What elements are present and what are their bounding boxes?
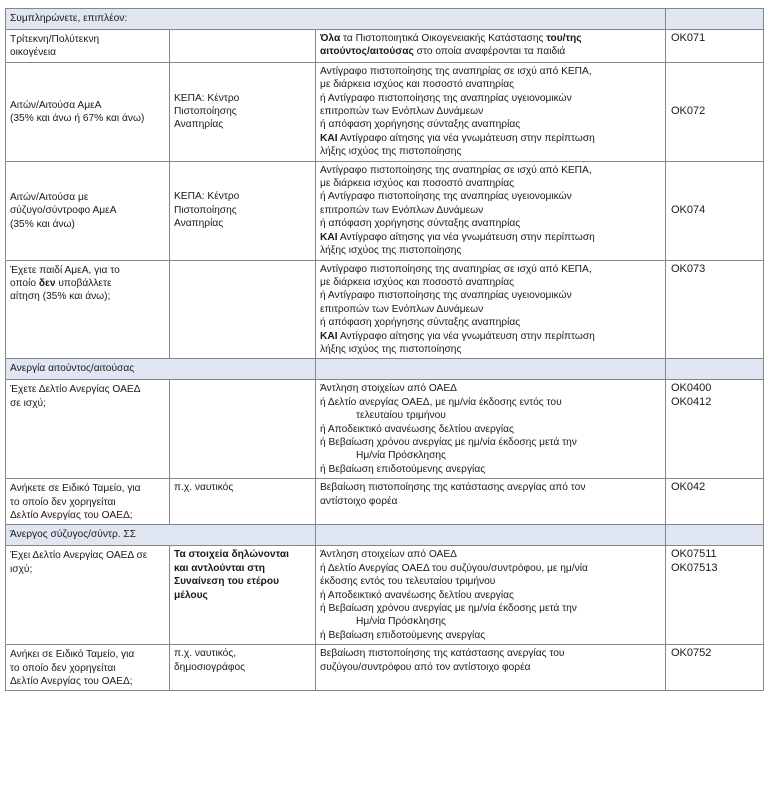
criterion-line: (35% και άνω ή 67% και άνω)	[10, 113, 145, 125]
document-cell	[316, 260, 666, 359]
doc-line: με διάρκεια ισχύος και ποσοστό αναπηρίας	[320, 276, 515, 288]
issuer-cell	[170, 479, 316, 525]
criterion-line: Ανήκει σε Ειδικό Ταμείο, για	[10, 649, 135, 661]
issuer-line: π.χ. ναυτικός,	[174, 648, 237, 660]
doc-emphasis: ΚΑΙ	[320, 330, 338, 342]
issuer-line: μέλους	[174, 589, 208, 601]
section-title: Ανεργία αιτούντος/αιτούσας	[6, 359, 316, 380]
doc-code: ΟΚ07513	[671, 561, 718, 574]
code-cell	[666, 546, 764, 645]
document-cell	[316, 161, 666, 260]
document-cell	[316, 479, 666, 525]
criterion-line	[10, 277, 165, 290]
doc-line: ή Αντίγραφο πιστοποίησης της αναπηρίας υγειονομικών	[320, 92, 572, 104]
issuer-cell	[170, 30, 316, 63]
criterion-line: αίτηση (35% και άνω);	[10, 291, 111, 303]
document-cell	[316, 645, 666, 691]
criterion-line: Τρίτεκνη/Πολύτεκνη	[10, 34, 100, 45]
doc-line: ή απόφαση χορήγησης σύνταξης αναπηρίας	[320, 119, 521, 131]
document-cell	[316, 546, 666, 645]
doc-line: λήξης ισχύος της πιστοποίησης	[320, 343, 462, 355]
criterion-line: σύζυγο/σύντροφο ΑμεΑ	[10, 205, 117, 217]
criterion-line: το οποίο δεν χορηγείται	[10, 662, 116, 674]
section-header-row	[6, 525, 764, 546]
issuer-line: ΚΕΠΑ: Κέντρο	[174, 191, 240, 203]
criterion-text: οποίο	[10, 277, 39, 289]
doc-line: ή Βεβαίωση χρόνου ανεργίας με ημ/νία έκδοσης μετά την	[320, 603, 577, 615]
issuer-line: Συναίνεση του ετέρου	[174, 576, 280, 588]
doc-line	[320, 132, 661, 145]
section-title: Άνεργος σύζυγος/σύντρ. ΣΣ	[6, 525, 316, 546]
section-header-row	[6, 359, 764, 380]
doc-line: με διάρκεια ισχύος και ποσοστό αναπηρίας	[320, 79, 515, 91]
section-empty-cell	[316, 359, 666, 380]
doc-line: λήξης ισχύος της πιστοποίησης	[320, 245, 462, 257]
criterion-line: Έχετε παιδί ΑμεΑ, για το	[10, 264, 120, 276]
document-cell	[316, 380, 666, 479]
code-cell	[666, 260, 764, 359]
code-cell	[666, 62, 764, 161]
doc-line: Βεβαίωση πιστοποίησης της κατάστασης ανεργίας του	[320, 648, 565, 660]
criterion-cell	[6, 546, 170, 645]
doc-line: Ημ/νία Πρόσκλησης	[356, 450, 446, 462]
criterion-line: Ανήκετε σε Ειδικό Ταμείο, για	[10, 483, 141, 495]
doc-line: ή απόφαση χορήγησης σύνταξης αναπηρίας	[320, 317, 521, 329]
documents-table	[5, 8, 764, 691]
table-row	[6, 161, 764, 260]
doc-line	[320, 330, 661, 343]
doc-code: ΟΚ0412	[671, 395, 712, 408]
criterion-line: οικογένεια	[10, 47, 56, 59]
doc-line: με διάρκεια ισχύος και ποσοστό αναπηρίας	[320, 178, 515, 190]
criterion-line: ισχύ;	[10, 563, 33, 575]
issuer-line: Αναπηρίας	[174, 119, 224, 131]
section-code-cell	[666, 359, 764, 380]
criterion-cell	[6, 161, 170, 260]
doc-line: Αντίγραφο πιστοποίησης της αναπηρίας σε ισχύ από ΚΕΠΑ,	[320, 65, 592, 77]
section-title: Συμπληρώνετε, επιπλέον:	[6, 9, 666, 30]
criterion-line: Αιτών/Αιτούσα ΑμεΑ	[10, 99, 102, 111]
criterion-line: Αιτών/Αιτούσα με	[10, 191, 89, 203]
code-cell	[666, 30, 764, 63]
doc-line: Άντληση στοιχείων από ΟΑΕΔ	[320, 383, 457, 395]
doc-emphasis: ΚΑΙ	[320, 231, 338, 243]
doc-text: τα Πιστοποιητικά Οικογενειακής Κατάστασης	[340, 33, 547, 44]
issuer-line: π.χ. ναυτικός	[174, 482, 234, 494]
doc-line: ή Βεβαίωση επιδοτούμενης ανεργίας	[320, 463, 486, 475]
doc-line: ή Βεβαίωση χρόνου ανεργίας με ημ/νία έκδοσης μετά την	[320, 436, 577, 448]
document-cell	[316, 62, 666, 161]
issuer-cell	[170, 645, 316, 691]
section-code-cell	[666, 9, 764, 30]
doc-line: Αντίγραφο πιστοποίησης της αναπηρίας σε ισχύ από ΚΕΠΑ,	[320, 263, 592, 275]
issuer-cell	[170, 260, 316, 359]
table-row	[6, 479, 764, 525]
doc-code: ΟΚ073	[671, 262, 706, 275]
code-cell	[666, 161, 764, 260]
doc-code: ΟΚ072	[671, 105, 706, 118]
issuer-line: ΚΕΠΑ: Κέντρο	[174, 92, 240, 104]
criterion-line: το οποίο δεν χορηγείται	[10, 496, 116, 508]
code-cell	[666, 380, 764, 479]
issuer-line: Τα στοιχεία δηλώνονται	[174, 549, 289, 561]
criterion-emphasis: δεν	[38, 277, 56, 289]
doc-emphasis: αιτούντος/αιτούσας	[320, 46, 414, 58]
doc-text: Αντίγραφο αίτησης για νέα γνωμάτευση στην περίπτωση	[337, 132, 595, 144]
doc-line: Άντληση στοιχείων από ΟΑΕΔ	[320, 549, 457, 561]
criterion-line: Έχετε Δελτίο Ανεργίας ΟΑΕΔ	[10, 384, 141, 396]
doc-text: στο οποία αναφέρονται τα παιδιά	[413, 46, 566, 58]
doc-line: ή Αντίγραφο πιστοποίησης της αναπηρίας υγειονομικών	[320, 290, 572, 302]
table-row	[6, 30, 764, 63]
doc-line: συζύγου/συντρόφου από τον αντίστοιχο φορέα	[320, 661, 531, 673]
doc-text: Αντίγραφο αίτησης για νέα γνωμάτευση στην περίπτωση	[337, 330, 595, 342]
doc-code: ΟΚ07511	[671, 548, 717, 561]
doc-code: ΟΚ0400	[671, 382, 712, 395]
doc-line: τελευταίου τριμήνου	[356, 410, 446, 422]
table-row	[6, 62, 764, 161]
doc-line: ή απόφαση χορήγησης σύνταξης αναπηρίας	[320, 218, 521, 230]
issuer-line: Πιστοποίησης	[174, 106, 237, 118]
criterion-cell	[6, 260, 170, 359]
criterion-line: Δελτίο Ανεργίας του ΟΑΕΔ;	[10, 676, 133, 688]
criterion-line: σε ισχύ;	[10, 397, 46, 409]
doc-line: Βεβαίωση πιστοποίησης της κατάστασης ανεργίας από τον	[320, 482, 586, 494]
doc-line: αντίστοιχο φορέα	[320, 495, 398, 507]
doc-emphasis: του/της	[546, 33, 582, 44]
code-cell	[666, 479, 764, 525]
criterion-cell	[6, 479, 170, 525]
section-empty-cell	[316, 525, 666, 546]
doc-line: έκδοσης εντός του τελευταίου τριμήνου	[320, 576, 496, 588]
table-row	[6, 645, 764, 691]
doc-line: ή Βεβαίωση επιδοτούμενης ανεργίας	[320, 629, 486, 641]
criterion-line: Δελτίο Ανεργίας του ΟΑΕΔ;	[10, 510, 133, 521]
section-header-row	[6, 9, 764, 30]
criterion-cell	[6, 380, 170, 479]
doc-code: ΟΚ042	[671, 481, 706, 494]
doc-text: Αντίγραφο αίτησης για νέα γνωμάτευση στην περίπτωση	[337, 231, 595, 243]
issuer-line: δημοσιογράφος	[174, 661, 246, 673]
criterion-cell	[6, 645, 170, 691]
doc-code: ΟΚ074	[671, 203, 706, 216]
table-row	[6, 380, 764, 479]
doc-code: ΟΚ071	[671, 32, 706, 44]
issuer-line: Πιστοποίησης	[174, 204, 237, 216]
table-row	[6, 546, 764, 645]
criterion-cell	[6, 30, 170, 63]
criterion-line: (35% και άνω)	[10, 218, 75, 230]
issuer-cell	[170, 62, 316, 161]
issuer-cell	[170, 161, 316, 260]
doc-code: ΟΚ0752	[671, 647, 712, 660]
issuer-cell	[170, 546, 316, 645]
code-cell	[666, 645, 764, 691]
doc-emphasis: ΚΑΙ	[320, 132, 338, 144]
criterion-cell	[6, 62, 170, 161]
doc-line: ή Αντίγραφο πιστοποίησης της αναπηρίας υγειονομικών	[320, 191, 572, 203]
criterion-text: υποβάλλετε	[55, 277, 112, 289]
doc-line: επιτροπών των Ενόπλων Δυνάμεων	[320, 303, 484, 315]
document-cell	[316, 30, 666, 63]
doc-line: λήξης ισχύος της πιστοποίησης	[320, 146, 462, 158]
doc-line: Ημ/νία Πρόσκλησης	[356, 616, 446, 628]
doc-line: Αντίγραφο πιστοποίησης της αναπηρίας σε ισχύ από ΚΕΠΑ,	[320, 164, 592, 176]
issuer-line: και αντλούνται στη	[174, 562, 266, 574]
table-row	[6, 260, 764, 359]
doc-line: ή Αποδεικτικό ανανέωσης δελτίου ανεργίας	[320, 589, 514, 601]
section-code-cell	[666, 525, 764, 546]
doc-line: ή Αποδεικτικό ανανέωσης δελτίου ανεργίας	[320, 423, 514, 435]
doc-line: επιτροπών των Ενόπλων Δυνάμεων	[320, 106, 484, 118]
doc-line: ή Δελτίο ανεργίας ΟΑΕΔ, με ημ/νία έκδοσης εντός του	[320, 396, 562, 408]
doc-line	[320, 231, 661, 244]
issuer-cell	[170, 380, 316, 479]
issuer-line: Αναπηρίας	[174, 218, 224, 230]
doc-emphasis: Όλα	[320, 33, 341, 44]
criterion-line: Έχει Δελτίο Ανεργίας ΟΑΕΔ σε	[10, 550, 148, 562]
doc-line: επιτροπών των Ενόπλων Δυνάμεων	[320, 204, 484, 216]
doc-line: ή Δελτίο Ανεργίας ΟΑΕΔ του συζύγου/συντρόφου, με ημ/νία	[320, 562, 588, 574]
